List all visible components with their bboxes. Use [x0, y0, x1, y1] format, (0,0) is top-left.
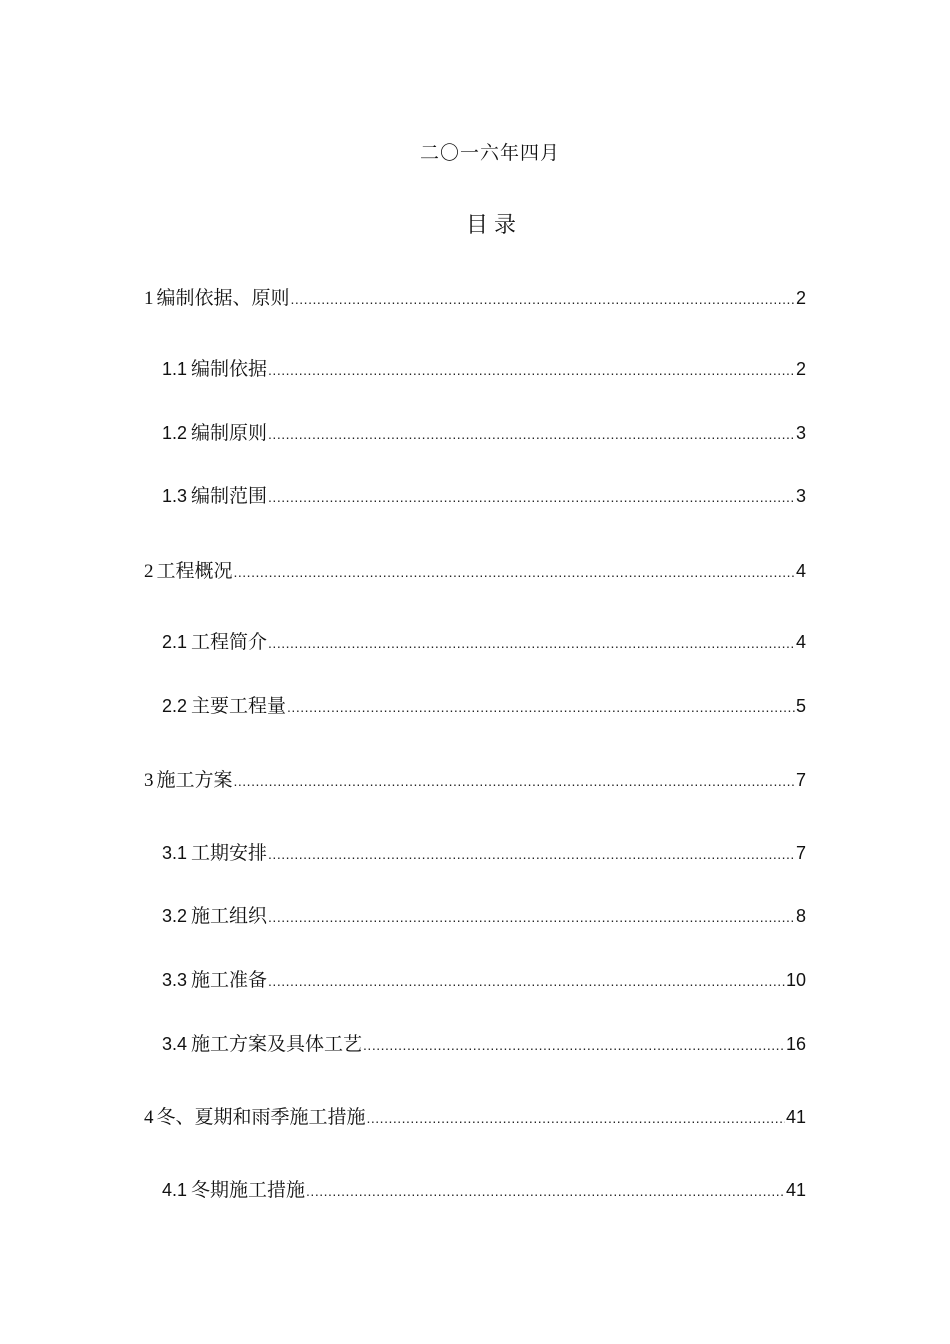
dot-leader	[268, 421, 795, 447]
date-line: 二〇一六年四月	[419, 142, 560, 164]
toc-entry-3-3[interactable]	[162, 967, 806, 993]
toc-entry-label: 工程简介	[191, 631, 268, 653]
toc-entry-2-1[interactable]	[162, 629, 806, 655]
toc-entry-1-3[interactable]	[162, 483, 806, 509]
dot-leader	[234, 559, 795, 585]
dot-leader	[268, 484, 795, 510]
toc-entry-page: 16	[785, 1034, 806, 1054]
dot-leader	[287, 694, 795, 720]
toc-entry-page: 3	[795, 423, 806, 443]
toc-entry-page: 7	[795, 843, 806, 863]
toc-entry-number: 2.2	[162, 696, 188, 716]
toc-entry-number: 3.1	[162, 843, 188, 863]
toc-entry-number: 1	[144, 288, 154, 309]
toc-entry-number: 1.2	[162, 423, 188, 443]
toc-entry-number: 4	[144, 1107, 154, 1128]
toc-entry-label: 施工方案及具体工艺	[191, 1033, 363, 1055]
toc-entry-page: 41	[785, 1180, 806, 1200]
toc-entry-number: 3.2	[162, 906, 188, 926]
toc-entry-1[interactable]	[144, 285, 806, 311]
toc-entry-label: 编制原则	[191, 422, 268, 444]
toc-entry-label: 施工组织	[191, 905, 268, 927]
toc-entry-4[interactable]	[144, 1104, 806, 1130]
toc-entry-number: 4.1	[162, 1180, 188, 1200]
toc-entry-number: 3	[144, 770, 154, 791]
toc-entry-page: 2	[795, 288, 806, 308]
toc-entry-page: 7	[795, 770, 806, 790]
toc-entry-label: 编制依据	[191, 358, 268, 380]
toc-entry-2[interactable]	[144, 558, 806, 584]
toc-entry-number: 1.3	[162, 486, 188, 506]
toc-entry-label: 主要工程量	[191, 695, 287, 717]
toc-entry-4-1[interactable]	[162, 1177, 806, 1203]
toc-entry-3[interactable]	[144, 767, 806, 793]
toc-entry-1-2[interactable]	[162, 420, 806, 446]
toc-entry-3-4[interactable]	[162, 1031, 806, 1057]
toc-entry-2-2[interactable]	[162, 693, 806, 719]
toc-entry-page: 10	[785, 970, 806, 990]
toc-entry-label: 施工准备	[191, 969, 268, 991]
toc-entry-label: 工程概况	[156, 560, 233, 582]
toc-entry-3-1[interactable]	[162, 840, 806, 866]
dot-leader	[268, 841, 795, 867]
toc-entry-label: 冬期施工措施	[191, 1179, 306, 1201]
toc-title: 目录	[465, 213, 522, 238]
toc-entry-label: 冬、夏期和雨季施工措施	[156, 1106, 366, 1128]
toc-entry-label: 工期安排	[191, 842, 268, 864]
dot-leader	[306, 1178, 785, 1204]
toc-entry-page: 5	[795, 696, 806, 716]
toc-entry-page: 4	[795, 561, 806, 581]
toc-entry-label: 编制范围	[191, 485, 268, 507]
toc-entry-page: 3	[795, 486, 806, 506]
toc-entry-page: 8	[795, 906, 806, 926]
dot-leader	[268, 630, 795, 656]
toc-entry-number: 1.1	[162, 359, 188, 379]
toc-entry-label: 编制依据、原则	[156, 287, 290, 309]
toc-entry-3-2[interactable]	[162, 903, 806, 929]
dot-leader	[363, 1032, 785, 1058]
dot-leader	[234, 768, 795, 794]
dot-leader	[268, 904, 795, 930]
toc-entry-page: 2	[795, 359, 806, 379]
dot-leader	[291, 286, 795, 312]
toc-entry-number: 3.4	[162, 1034, 188, 1054]
toc-entry-page: 4	[795, 632, 806, 652]
toc-entry-number: 2	[144, 561, 154, 582]
toc-entry-number: 3.3	[162, 970, 188, 990]
toc-entry-number: 2.1	[162, 632, 188, 652]
toc-entry-label: 施工方案	[156, 769, 233, 791]
dot-leader	[268, 968, 785, 994]
toc-entry-page: 41	[785, 1107, 806, 1127]
dot-leader	[367, 1105, 785, 1131]
dot-leader	[268, 357, 795, 383]
toc-entry-1-1[interactable]	[162, 356, 806, 382]
